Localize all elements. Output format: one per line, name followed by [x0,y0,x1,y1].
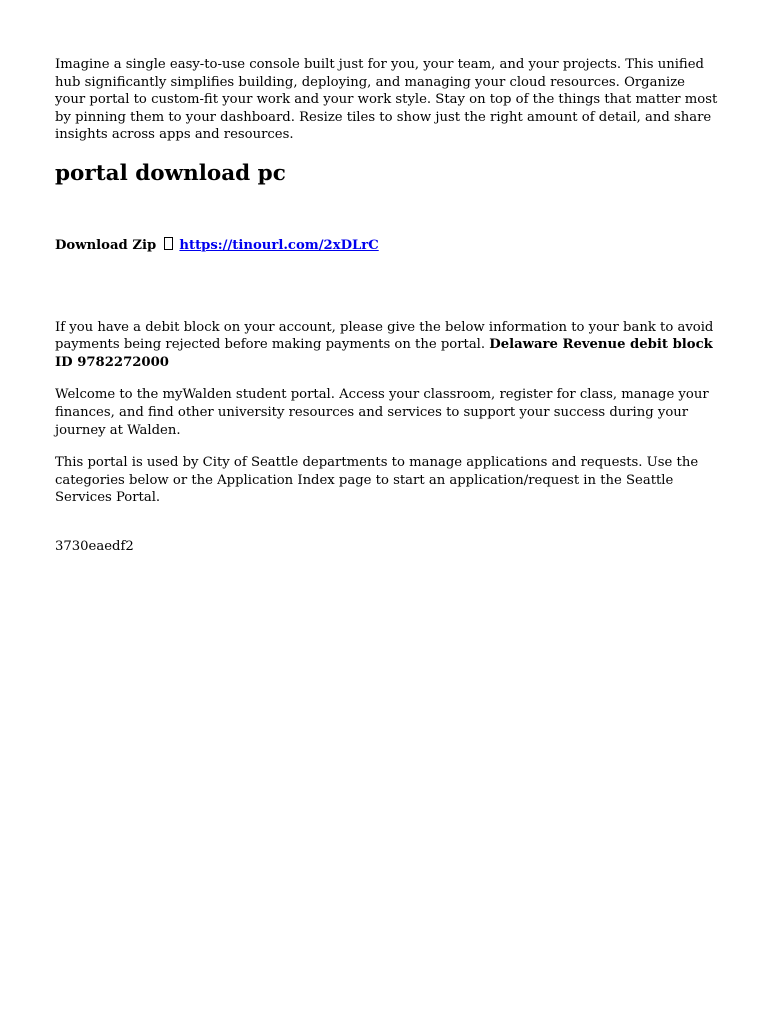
document-page [55,56,719,556]
intro-paragraph: Imagine a single easy-to-use console built just for you, your team, and your projects. This unified hub significantly simplifies building, deploying, and managing your cloud resources. Organize your portal to custom-fit your work and your work style. Stay on top of the things that matter most by pinning them to your dashboard. Resize tiles to show just the right amount of detail, and share insights across apps and resources. [55,57,718,143]
download-label: Download Zip [55,237,157,253]
seattle-paragraph: This portal is used by City of Seattle departments to manage applications and requests. Use the categories below or the Application Index page to start an application/request in the Seattle Services Portal. [55,455,699,506]
debit-block-id: Delaware Revenue debit block ID 9782272000 [55,337,713,370]
code-text: 3730eaedf2 [55,538,134,554]
download-row [55,237,719,255]
walden-paragraph: Welcome to the myWalden student portal. Access your classroom, register for class, manage your finances, and find other university resources and services to support your success during your journey at Walden. [55,387,709,438]
page-title: portal download pc [55,160,286,186]
debit-paragraph [55,319,719,372]
box-glyph-icon [164,237,173,250]
debit-text: If you have a debit block on your account, please give the below information to your bank to avoid payments being rejected before making payments on the portal. [55,319,714,353]
download-link[interactable]: https://tinourl.com/2xDLrC [179,237,379,253]
